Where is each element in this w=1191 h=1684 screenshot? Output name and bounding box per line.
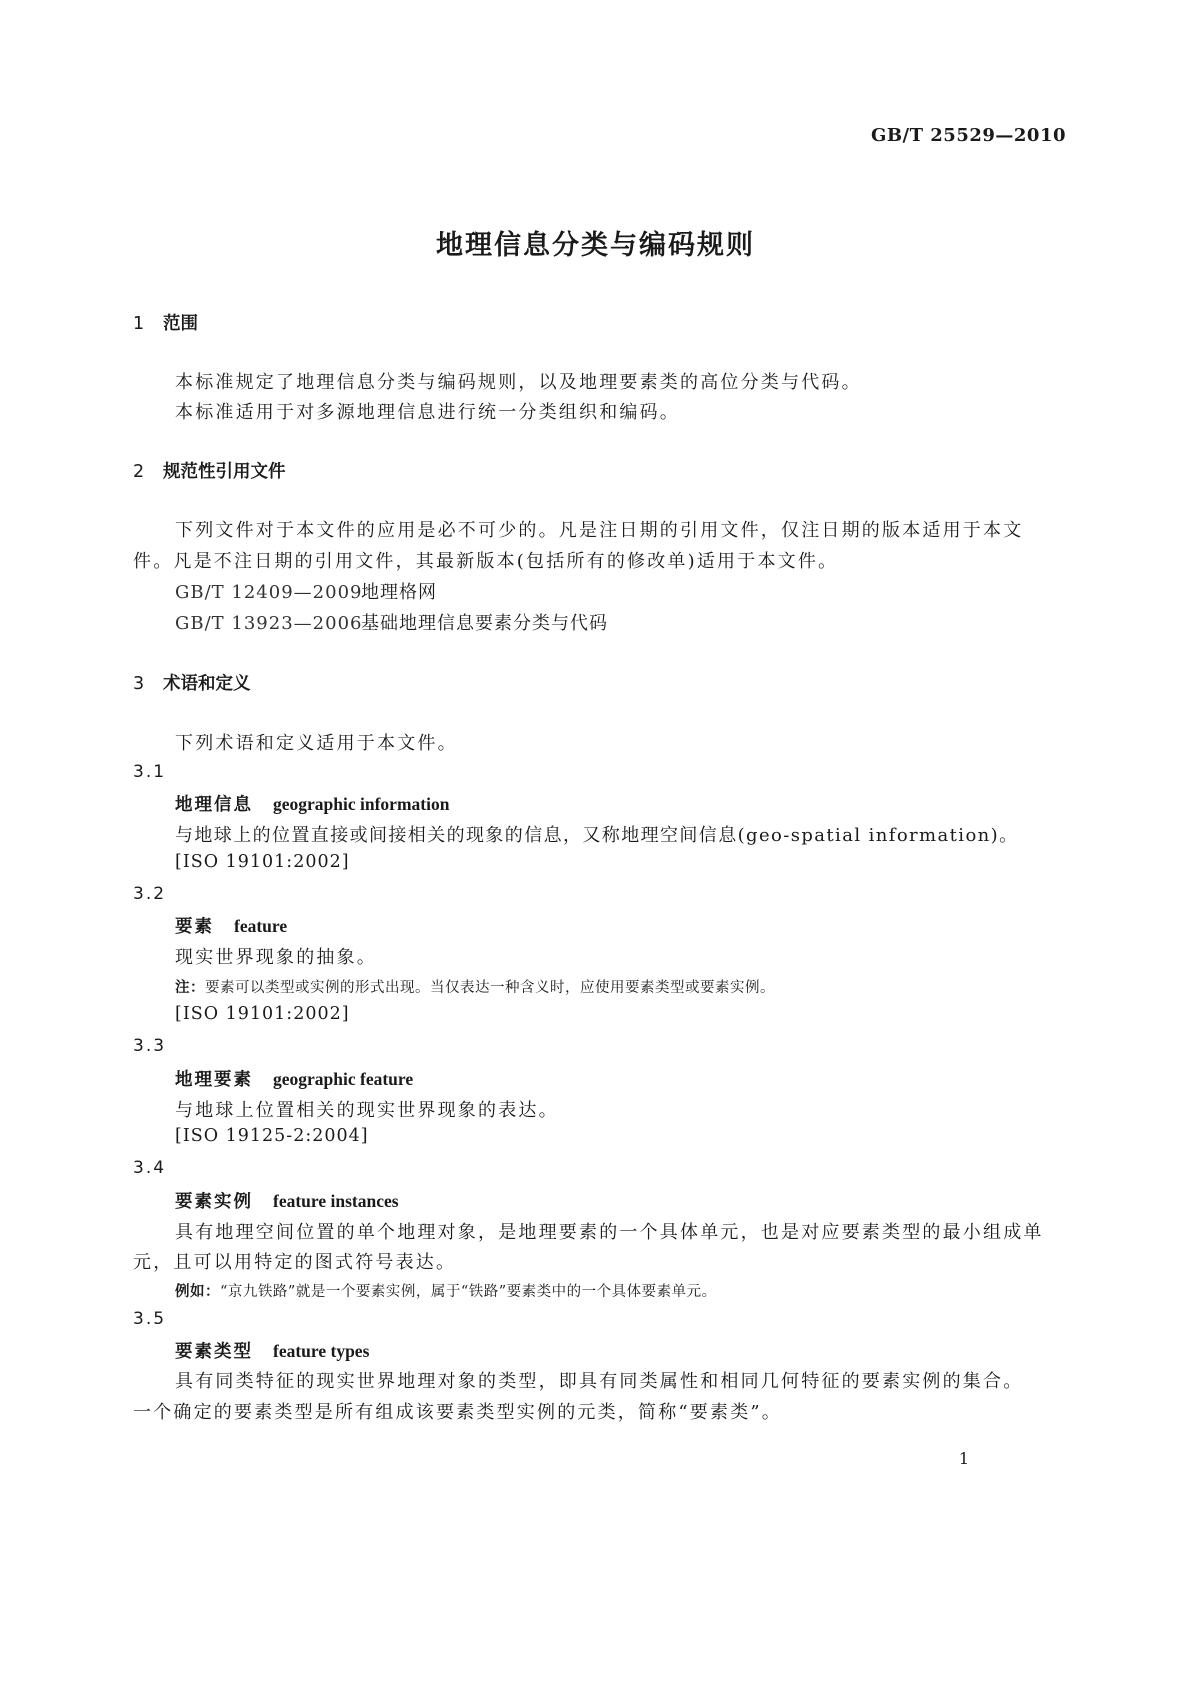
reference-title: 地理格网	[361, 582, 437, 603]
term-source: [ISO 19125-2:2004]	[175, 1126, 369, 1146]
term-example	[175, 1280, 717, 1301]
term-definition-line: 一个确定的要素类型是所有组成该要素类型实例的元类，简称“要素类”。	[133, 1402, 783, 1423]
term-zh: 地理要素	[175, 1070, 253, 1090]
term-en: feature types	[273, 1341, 370, 1361]
normative-reference	[175, 578, 437, 604]
term-en: feature	[234, 916, 288, 936]
paragraph: 本标准适用于对多源地理信息进行统一分类组织和编码。	[175, 402, 680, 423]
section-title: 范围	[163, 314, 198, 334]
term-entry	[175, 1066, 413, 1091]
section-number: 1	[133, 314, 145, 334]
section-number: 3	[133, 674, 145, 694]
term-entry	[175, 1338, 369, 1363]
term-definition-line: 具有同类特征的现实世界地理对象的类型，即具有同类属性和相同几何特征的要素实例的集合。	[175, 1371, 1024, 1392]
term-definition: 与地球上位置相关的现实世界现象的表达。	[175, 1100, 559, 1121]
term-note	[175, 976, 775, 997]
term-zh: 要素	[175, 917, 214, 937]
note-text: 要素可以类型或实例的形式出现。当仅表达一种含义时，应使用要素类型或要素实例。	[205, 980, 775, 996]
note-label: 注：	[175, 980, 205, 996]
term-source: [ISO 19101:2002]	[175, 1004, 350, 1024]
term-zh: 要素类型	[175, 1342, 253, 1362]
term-en: geographic information	[273, 794, 450, 814]
term-number: 3.4	[133, 1158, 167, 1178]
paragraph-line: 下列文件对于本文件的应用是必不可少的。凡是注日期的引用文件，仅注日期的版本适用于本文	[175, 520, 1024, 541]
term-number: 3.1	[133, 762, 167, 782]
term-number: 3.5	[133, 1309, 167, 1329]
page-number: 1	[958, 1449, 969, 1468]
term-source: [ISO 19101:2002]	[175, 852, 350, 872]
section-title: 规范性引用文件	[163, 462, 286, 482]
term-definition: 现实世界现象的抽象。	[175, 947, 377, 968]
term-en: geographic feature	[273, 1069, 414, 1089]
section-2-heading	[133, 458, 286, 483]
term-definition: 与地球上的位置直接或间接相关的现象的信息，又称地理空间信息(geo-spatial information)。	[175, 825, 1019, 846]
reference-code: GB/T 12409—2009	[175, 582, 363, 603]
term-definition-line: 元，且可以用特定的图式符号表达。	[133, 1252, 457, 1273]
term-definition-line: 具有地理空间位置的单个地理对象，是地理要素的一个具体单元，也是对应要素类型的最小组成单	[175, 1222, 1044, 1243]
normative-reference	[175, 609, 608, 635]
paragraph: 本标准规定了地理信息分类与编码规则，以及地理要素类的高位分类与代码。	[175, 372, 862, 393]
section-3-heading	[133, 670, 251, 695]
example-text: “京九铁路”就是一个要素实例，属于“铁路”要素类中的一个具体要素单元。	[220, 1284, 717, 1300]
standard-number: GB/T 25529—2010	[870, 125, 1066, 146]
term-zh: 要素实例	[175, 1192, 253, 1212]
term-number: 3.3	[133, 1036, 167, 1056]
paragraph: 下列术语和定义适用于本文件。	[175, 733, 458, 754]
example-label: 例如：	[175, 1284, 220, 1300]
section-title: 术语和定义	[163, 674, 251, 694]
section-1-heading	[133, 310, 198, 335]
term-number: 3.2	[133, 884, 167, 904]
term-en: feature instances	[273, 1191, 399, 1211]
section-number: 2	[133, 462, 145, 482]
term-entry	[175, 791, 449, 816]
term-entry	[175, 1188, 399, 1213]
reference-code: GB/T 13923—2006	[175, 613, 363, 634]
document-title: 地理信息分类与编码规则	[436, 230, 755, 261]
reference-title: 基础地理信息要素分类与代码	[361, 613, 608, 634]
paragraph-line: 件。凡是不注日期的引用文件，其最新版本(包括所有的修改单)适用于本文件。	[133, 551, 839, 572]
term-zh: 地理信息	[175, 795, 253, 815]
term-entry	[175, 913, 287, 938]
